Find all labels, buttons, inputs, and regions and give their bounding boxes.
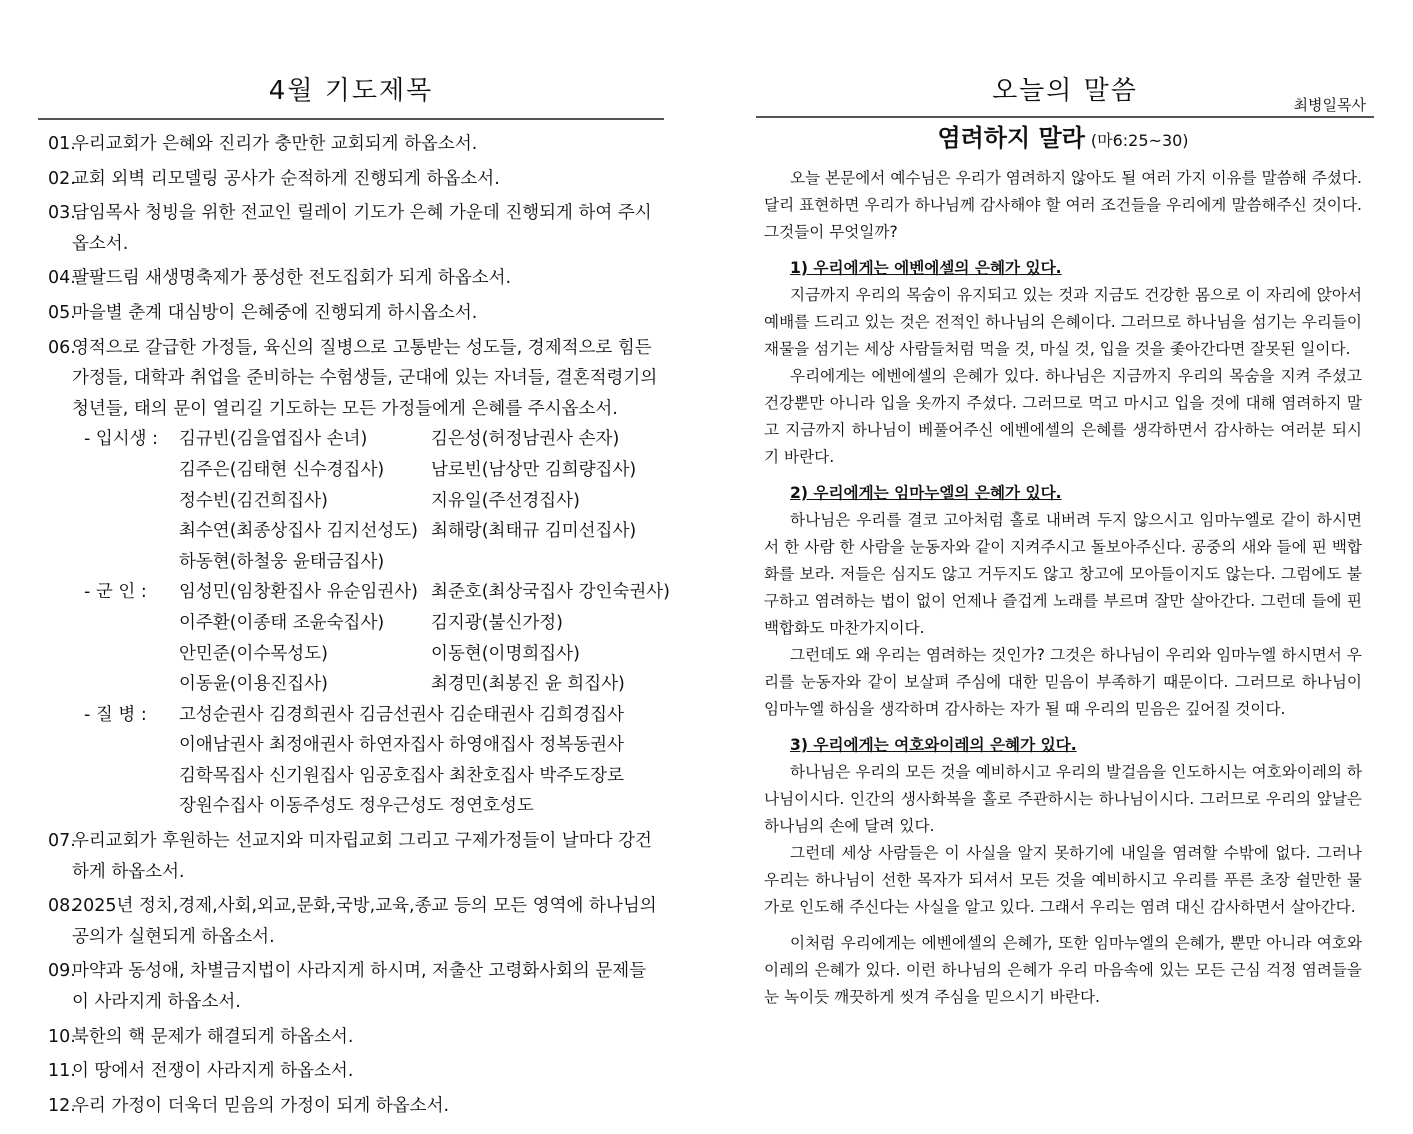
sick-group: [48, 700, 658, 822]
group-label: - 군 인 :: [84, 582, 147, 603]
item-text: 담임목사 청빙을 위한 전교인 릴레이 기도가 은혜 가운데 진행되게 하여 주시옵소서.: [72, 203, 652, 254]
item-text: 팔팔드림 새생명축제가 풍성한 전도집회가 되게 하옵소서.: [72, 268, 512, 289]
name-entry: 최수연(최종상집사 김지선성도): [179, 521, 418, 542]
prayer-item: [48, 826, 658, 887]
name-entry: 임성민(임창환집사 유순임권사): [179, 582, 418, 603]
author-name: 최병일목사: [1293, 96, 1366, 114]
point-heading: 3) 우리에게는 여호와이레의 은혜가 있다.: [790, 736, 1077, 754]
name-entry: 정수빈(김건희집사): [179, 490, 328, 511]
name-entry: 이동윤(이용진집사): [179, 674, 328, 695]
prayer-list: [48, 129, 670, 1121]
name-line: 장원수집사 이동주성도 정우근성도 정연호성도: [179, 796, 534, 817]
name-entry: 김주은(김태현 신수경집사): [179, 459, 385, 480]
sermon-body: [764, 124, 1362, 1011]
scripture-reference: (마6:25~30): [1090, 131, 1189, 150]
paragraph: 하나님은 우리의 모든 것을 예비하시고 우리의 발걸음을 인도하시는 여호와이레의 하나님이시다. 인간의 생사화복을 홀로 주관하시는 하나님이시다. 그러므로 우리의 앞날은 하나님의 손에 달려 있다.: [764, 763, 1362, 835]
item-text: 교회 외벽 리모델링 공사가 순적하게 진행되게 하옵소서.: [72, 168, 500, 189]
students-group: [48, 424, 658, 577]
sermon-title: 염려하지 말라: [937, 123, 1085, 152]
prayer-item: [48, 1091, 658, 1122]
paragraph: 지금까지 우리의 목숨이 유지되고 있는 것과 지금도 건강한 몸으로 이 자리에 앉아서 예배를 드리고 있는 것은 전적인 하나님의 은혜이다. 그러므로 하나님을 섬기는 우리들이 재물을 섬기는 세상 사람들처럼 먹을 것, 마실 것, 입을 것을 좇아간다면 잘못된 일이다.: [764, 286, 1362, 358]
item-text: 북한의 핵 문제가 해결되게 하옵소서.: [72, 1026, 354, 1047]
item-text: 영적으로 갈급한 가정들, 육신의 질병으로 고통받는 성도들, 경제적으로 힘든 가정들, 대학과 취업을 준비하는 수험생들, 군대에 있는 자녀들, 결혼적령기의 청년들, 태의 문이 열리길 기도하는 모든 가정들에게 은혜를 주시옵소서.: [72, 337, 658, 419]
title-divider: [38, 118, 664, 120]
item-text: 우리 가정이 더욱더 믿음의 가정이 되게 하옵소서.: [72, 1095, 450, 1116]
prayer-item: [48, 333, 658, 425]
item-number: 01.: [48, 134, 76, 154]
point-heading: 2) 우리에게는 임마누엘의 은혜가 있다.: [790, 484, 1062, 502]
name-line: 이애남권사 최정애권사 하연자집사 하영애집사 정복동권사: [179, 735, 624, 756]
item-number: 08.: [48, 896, 76, 917]
item-number: 12.: [48, 1095, 76, 1116]
name-entry: 이동현(이명희집사): [431, 643, 580, 664]
item-number: 04.: [48, 268, 76, 289]
item-number: 05.: [48, 302, 76, 323]
name-entry: 최해랑(최태규 김미선집사): [431, 521, 637, 542]
prayer-item: [48, 298, 658, 329]
name-entry: 이주환(이종태 조윤숙집사): [179, 612, 385, 633]
item-text: 이 땅에서 전쟁이 사라지게 하옵소서.: [72, 1061, 354, 1082]
name-entry: 김지광(불신가정): [431, 612, 563, 633]
paragraph: 그런데도 왜 우리는 염려하는 것인가? 그것은 하나님이 우리와 임마누엘 하시면서 우리를 눈동자와 같이 보살펴 주심에 대한 믿음이 부족하기 때문이다. 그러므로 하나님이 임마누엘 하심을 생각하며 감사하는 자가 될 때 우리의 믿음은 깊어질 것이다.: [764, 646, 1362, 718]
item-number: 02.: [48, 168, 76, 189]
name-entry: 김은성(허정남권사 손자): [431, 429, 620, 450]
name-line: 김학목집사 신기원집사 임공호집사 최찬호집사 박주도장로: [179, 765, 624, 786]
prayer-item: [48, 1056, 658, 1087]
sermon-section-title: 오늘의 말씀: [992, 76, 1138, 106]
name-entry: 하동현(하철웅 윤태금집사): [179, 551, 385, 572]
title-divider: [756, 116, 1374, 118]
paragraph: 하나님은 우리를 결코 고아처럼 홀로 내버려 두지 않으시고 임마누엘로 같이 하시면서 한 사람 한 사람을 눈동자와 같이 지켜주시고 돌보아주신다. 공중의 새와 들에 핀 백합화를 보라. 저들은 심지도 않고 거두지도 않고 창고에 모아들이지도 않는다. 그럼에도 불구하고 염려하는 법이 없이 언제나 즐겁게 노래를 부르며 잘만 살아간다. 그런데 들에 핀 백합화도 마찬가지이다.: [764, 511, 1362, 637]
item-number: 11.: [48, 1061, 76, 1082]
prayer-item: [48, 956, 658, 1017]
item-text: 우리교회가 후원하는 선교지와 미자립교회 그리고 구제가정들이 날마다 강건하게 하옵소서.: [72, 831, 652, 882]
paragraph: 그런데 세상 사람들은 이 사실을 알지 못하기에 내일을 염려할 수밖에 없다. 그러나 우리는 하나님이 선한 목자가 되셔서 모든 것을 예비하시고 우리를 푸른 초장 쉴만한 물가로 인도해 주신다는 사실을 알고 있다. 그래서 우리는 염려 대신 감사하면서 살아간다.: [764, 844, 1362, 916]
name-entry: 지유일(주선경집사): [431, 490, 580, 511]
point-heading: 1) 우리에게는 에벤에셀의 은혜가 있다.: [790, 259, 1062, 277]
prayer-item: [48, 198, 658, 259]
name-entry: 최경민(최봉진 윤 희집사): [431, 674, 625, 695]
prayer-item: [48, 164, 658, 195]
prayer-item: [48, 891, 658, 952]
name-entry: 김규빈(김을엽집사 손녀): [179, 429, 368, 450]
name-entry: 남로빈(남상만 김희량집사): [431, 459, 637, 480]
item-number: 06.: [48, 337, 76, 358]
name-entry: 안민준(이수목성도): [179, 643, 328, 664]
intro-paragraph: 오늘 본문에서 예수님은 우리가 염려하지 않아도 될 여러 가지 이유를 말씀해 주셨다. 달리 표현하면 우리가 하나님께 감사해야 할 여러 조건들을 우리에게 말씀해주신 것이다. 그것들이 무엇일까?: [764, 169, 1362, 241]
conclusion-paragraph: 이처럼 우리에게는 에벤에셀의 은혜가, 또한 임마누엘의 은혜가, 뿐만 아니라 여호와이레의 은혜가 있다. 이런 하나님의 은혜가 우리 마음속에 있는 모든 근심 걱정 염려들을 눈 녹이듯 깨끗하게 씻겨 주심을 믿으시기 바란다.: [764, 934, 1362, 1006]
name-line: 고성순권사 김경희권사 김금선권사 김순태권사 김희경집사: [179, 704, 624, 725]
soldiers-group: [48, 577, 670, 699]
prayer-title: 4월 기도제목: [268, 76, 434, 106]
sermon-heading: [764, 124, 1362, 155]
paragraph: 우리에게는 에벤에셀의 은혜가 있다. 하나님은 지금까지 우리의 목숨을 지켜 주셨고 건강뿐만 아니라 입을 옷까지 주셨다. 그러므로 먹고 마시고 입을 것에 대해 염려하지 말고 지금까지 하나님이 베풀어주신 에벤에셀의 은혜를 생각하면서 감사하는 여러분 되시기 바란다.: [764, 367, 1362, 466]
item-text: 우리교회가 은혜와 진리가 충만한 교회되게 하옵소서.: [72, 134, 478, 154]
item-number: 07.: [48, 831, 76, 852]
prayer-item: [48, 263, 658, 294]
item-number: 03.: [48, 203, 76, 224]
prayer-item: [48, 129, 658, 160]
item-number: 10.: [48, 1026, 76, 1047]
group-label: - 입시생 :: [84, 429, 159, 450]
group-label: - 질 병 :: [84, 704, 147, 725]
item-text: 2025년 정치,경제,사회,외교,문화,국방,교육,종교 등의 모든 영역에 하나님의 공의가 실현되게 하옵소서.: [72, 896, 657, 947]
prayer-item: [48, 1022, 658, 1053]
item-text: 마약과 동성애, 차별금지법이 사라지게 하시며, 저출산 고령화사회의 문제들이 사라지게 하옵소서.: [72, 961, 647, 1013]
name-entry: 최준호(최상국집사 강인숙권사): [431, 582, 670, 603]
item-number: 09.: [48, 961, 76, 982]
item-text: 마을별 춘계 대심방이 은혜중에 진행되게 하시옵소서.: [72, 302, 478, 323]
